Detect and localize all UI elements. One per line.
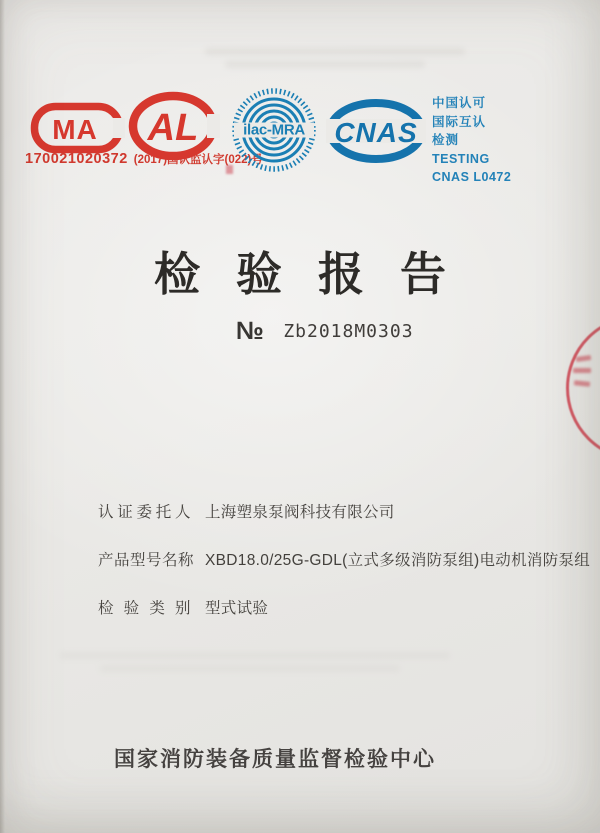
issuing-center-name: 国家消防装备质量监督检验中心	[114, 748, 436, 771]
cnas-caption-line: 中国认可	[432, 96, 487, 110]
cnas-mark-icon	[326, 99, 426, 165]
cnas-caption	[432, 94, 511, 187]
field-label: 认证委托人	[98, 504, 191, 521]
cal-mark-letters: AL	[147, 107, 199, 149]
field-value: XBD18.0/25G-GDL(立式多级消防泵组)电动机消防泵组	[205, 552, 591, 569]
field-value: 型式试验	[205, 600, 269, 617]
cnas-mark-letters: CNAS	[334, 117, 418, 148]
cnas-caption-line: TESTING	[432, 151, 490, 166]
cma-registration-number: 170021020372	[25, 151, 128, 167]
numero-symbol: №	[236, 317, 264, 345]
ilac-mra-mark-icon	[231, 87, 317, 173]
cma-mark-icon	[30, 102, 125, 154]
field-row-client	[98, 500, 590, 522]
cma-approval-text: (2017)国认监认字(022)号	[133, 154, 263, 166]
cma-mark-letters: MA	[52, 114, 98, 145]
field-label: 产品型号名称	[98, 552, 195, 569]
report-number: Zb2018M0303	[283, 321, 414, 342]
cnas-caption-line: 检测	[432, 133, 460, 147]
field-row-product-model	[98, 548, 590, 570]
field-value: 上海塑泉泵阀科技有限公司	[205, 504, 395, 521]
field-label: 检验类别	[98, 600, 191, 617]
ink-smudge	[226, 165, 233, 174]
field-row-inspection-type	[98, 596, 590, 618]
report-fields	[98, 500, 590, 644]
seal-character-mark	[573, 368, 591, 373]
bleedthrough-ghost	[205, 48, 475, 74]
red-seal-stamp	[566, 315, 600, 461]
report-number-row	[236, 317, 414, 346]
title-row	[0, 238, 600, 304]
bleedthrough-ghost	[60, 652, 460, 678]
cnas-caption-line: CNAS L0472	[432, 170, 512, 184]
ilac-mra-mark-letters: ilac-MRA	[243, 121, 305, 139]
cnas-caption-line: 国际互认	[432, 114, 487, 129]
paper-crease	[0, 0, 5, 833]
page-title: 检验报告	[154, 248, 482, 300]
cal-mark-icon	[128, 91, 220, 161]
